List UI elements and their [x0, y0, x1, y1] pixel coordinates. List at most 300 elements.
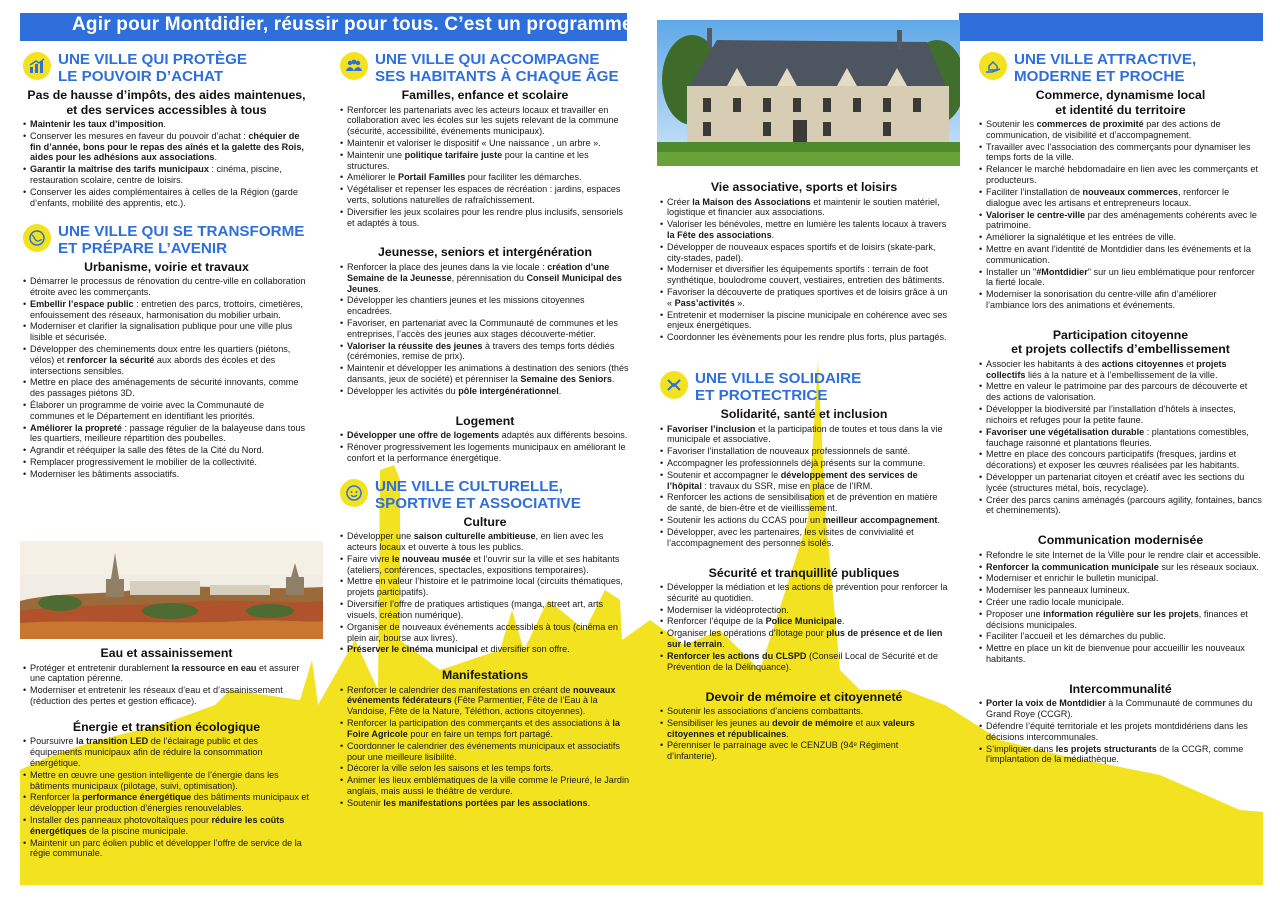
item-text: Proposer une — [986, 608, 1044, 619]
subsection-title: Culture — [463, 514, 507, 529]
list-item — [340, 138, 630, 149]
item-text: Renforcer les partenariats avec les acteurs locaux et travailler en collaboration avec les écoles sur les sujets relevant de la commune (sécurité, accessibilité, événements municipaux). — [347, 104, 619, 137]
bold-text: information régulière sur les projets — [1043, 608, 1199, 619]
item-text: pour la cantine et les structures. — [347, 149, 589, 171]
list-item — [979, 210, 1262, 232]
list-item — [660, 706, 948, 717]
list-item — [23, 299, 310, 321]
bold-text: chéquier de fin d’année, bons pour le repas des aînés et la galette des Rois, aides pour les adhésions aux associations — [30, 130, 304, 163]
list-item — [979, 232, 1262, 243]
item-text: Valoriser les bénévoles, mettre en lumière les talents locaux à travers — [667, 219, 947, 230]
item-text: Renforcer le calendrier des manifestations en créant de — [347, 684, 573, 695]
column-3 — [660, 177, 948, 763]
list-item — [23, 685, 310, 707]
bold-text: nouveaux commerces — [1082, 186, 1179, 197]
village-landscape-photo — [20, 541, 323, 639]
item-text: Améliorer le — [347, 172, 399, 183]
bold-text: commerces de proximité — [1036, 119, 1144, 130]
list-item — [979, 404, 1262, 426]
bold-text: les projets structurants — [1055, 743, 1157, 754]
bold-text: la Fête des associations — [667, 229, 772, 240]
item-text: Améliorer la signalétique et les entrées de ville. — [986, 232, 1177, 243]
list-item — [340, 184, 630, 206]
item-text: Végétaliser et repenser les espaces de récréation : jardins, espaces verts, solutions naturelles de rafraîchissement. — [347, 184, 621, 206]
list-item — [340, 430, 630, 441]
item-text: et — [1183, 358, 1197, 369]
item-text: pour faciliter les démarches. — [465, 172, 582, 183]
bold-text: Préserver le cinéma municipal — [347, 644, 478, 655]
list-item — [23, 457, 310, 468]
bullet-list — [979, 119, 1262, 311]
bold-text: Police Municipale — [765, 616, 842, 627]
bullet-list — [340, 531, 630, 655]
list-item — [979, 427, 1262, 449]
item-text: . — [937, 515, 940, 526]
bold-text: Pass’activités — [674, 297, 735, 308]
bold-text: projets collectifs — [986, 358, 1227, 380]
item-text: Faire vivre — [347, 553, 392, 564]
item-text: . — [587, 797, 591, 808]
list-item — [979, 289, 1262, 311]
list-item — [979, 562, 1262, 573]
globe-icon — [23, 224, 51, 252]
item-text: . — [214, 152, 217, 163]
subsection-title: Vie associative, sports et loisirs — [710, 180, 898, 194]
list-item — [979, 187, 1262, 209]
item-text: par des aménagements cohérents avec le patrimoine. — [986, 209, 1257, 231]
item-text: Développer la médiation et les actions de prévention pour renforcer la sécurité au quotidien. — [667, 582, 948, 603]
item-text: Faciliter l’accueil et les démarches du public. — [986, 631, 1166, 642]
list-item — [23, 400, 310, 422]
list-item — [979, 585, 1262, 596]
bold-text: Porter la voix de Montdidier — [986, 698, 1106, 709]
item-text: Moderniser les bâtiments associatifs. — [30, 468, 180, 479]
item-text: Renforcer la — [30, 792, 83, 803]
list-item — [340, 775, 630, 797]
item-text: Créer des parcs canins aménagés (parcours agility, fontaines, bancs et cheminements). — [986, 494, 1262, 516]
item-text: des bâtiments municipaux et développer leur production d’énergies renouvelables. — [30, 792, 309, 814]
item-text: , pérennisation du — [451, 272, 527, 283]
list-item — [23, 187, 310, 209]
item-text: Poursuivre — [30, 736, 76, 747]
bold-text: actions citoyennes — [1101, 358, 1184, 369]
bold-text: Améliorer la propreté — [30, 422, 122, 433]
list-item — [979, 721, 1262, 743]
item-text: Décorer la ville selon les saisons et les temps forts. — [347, 763, 554, 774]
bullet-list — [23, 276, 310, 480]
list-item — [23, 838, 310, 860]
item-text: et aux — [853, 717, 883, 728]
item-text: sur les réseaux sociaux. — [1158, 561, 1259, 572]
list-item — [660, 582, 948, 604]
item-text: et l’ouvrir sur la ville et ses habitants (ateliers, conférences, spectacles, expositions temporaires). — [347, 553, 620, 575]
item-text: Travailler avec l’association des commerçants pour dynamiser les temps forts de la ville. — [986, 141, 1251, 163]
item-text: Favoriser, en partenariat avec la Communauté de communes et les entreprises, l’accès des jeunes aux stages découverte-métier. — [347, 318, 618, 339]
item-text: Mettre en place des aménagements de sécurité innovants, comme des passages piétons 3D. — [30, 377, 299, 399]
list-item — [979, 631, 1262, 642]
item-text: de la CCGR, comme l’implantation de la médiathèque. — [986, 743, 1244, 765]
bold-text: renforcer la sécurité — [66, 354, 155, 365]
item-text: Développer de nouveaux espaces sportifs et de loisirs (skate-park, city-stades, padel). — [667, 241, 936, 263]
subsection-title: Familles, enfance et scolaire — [401, 88, 569, 103]
item-text: S’impliquer dans — [986, 743, 1056, 754]
bullet-list — [660, 706, 948, 762]
people-icon — [340, 52, 368, 80]
item-text: et la participation de toutes et tous dans la vie municipale et associative. — [667, 423, 943, 445]
bold-text: plus de présence et de lien sur le terrain — [667, 628, 943, 650]
list-item — [340, 763, 630, 774]
bold-text: Développer une offre de logements — [347, 430, 500, 441]
item-text: Développer les activités du — [347, 385, 459, 396]
list-item — [23, 321, 310, 343]
item-text: et diversifier son offre. — [477, 644, 570, 655]
item-text: . — [771, 229, 775, 240]
item-text: Mettre en avant l’identité de Montdidier dans les événements et la communication. — [986, 243, 1251, 265]
theater-icon — [340, 479, 368, 507]
subsection-title: Urbanisme, voirie et travaux — [84, 259, 249, 274]
bullet-list — [23, 119, 310, 209]
bullet-list — [340, 685, 630, 809]
bold-text: développement des services de l’hôpital — [667, 469, 918, 491]
list-item — [979, 244, 1262, 266]
section-title: UNE VILLE QUI ACCOMPAGNE SES HABITANTS À CHAQUE ÂGE — [375, 51, 619, 86]
list-item — [660, 197, 948, 219]
bullet-list — [660, 197, 948, 344]
list-item — [340, 644, 630, 655]
item-text: Mettre en place un kit de bienvenue pour accueillir les nouveaux habitants. — [986, 643, 1245, 665]
list-item — [979, 267, 1262, 289]
list-item — [23, 131, 310, 163]
list-item — [979, 359, 1262, 381]
list-item — [340, 741, 630, 763]
item-text: Moderniser et clarifier la signalisation publique pour une ville plus lisible et sécurisée. — [30, 321, 293, 343]
item-text: . — [558, 385, 562, 396]
bold-text: Maintenir les taux d’imposition — [30, 119, 164, 130]
list-item — [340, 576, 630, 598]
list-item — [979, 698, 1262, 720]
item-text: " sur un lieu emblématique pour renforcer la fierté locale. — [986, 266, 1255, 288]
item-text: Accompagner les professionnels déjà présents sur la commune. — [667, 458, 926, 469]
list-item — [660, 446, 948, 457]
item-text: Maintenir et développer les animations à destination des seniors (thés dansants, jeux de société) et pérenniser la — [347, 363, 629, 385]
item-text: Défendre l’équité territoriale et les projets montdidériens dans les décisions intercommunales. — [986, 720, 1248, 742]
item-text: Soutenir et accompagner le — [667, 469, 781, 480]
bold-text: meilleur accompagnement — [822, 515, 938, 526]
item-text: Pérenniser le parrainage avec le CENZUB (94ᵉ Régiment d’infanterie). — [667, 740, 899, 762]
item-text: Rénover progressivement les logements municipaux en améliorant le confort et la performance énergétique. — [347, 442, 626, 463]
list-item — [23, 792, 310, 814]
bold-text: création d’une Semaine de la Jeunesse — [347, 261, 610, 283]
item-text: Moderniser la sonorisation du centre-ville afin d’améliorer l’ambiance lors des animations et événements. — [986, 289, 1217, 311]
item-text: Protéger et entretenir durablement — [30, 662, 172, 673]
item-text: . — [841, 616, 845, 627]
list-item — [660, 718, 948, 740]
item-text: Diversifier l’offre de pratiques artistiques (manga, street art, arts visuels, création numérique). — [347, 599, 604, 620]
column-4 — [979, 51, 1262, 766]
list-item — [340, 295, 630, 317]
item-text: (Conseil Local de Sécurité et de Prévention de la Délinquance). — [667, 650, 938, 672]
item-text: Élaborer un programme de voirie avec la Communauté de communes et le Département en identifiant les priorités. — [30, 400, 265, 421]
section-title: UNE VILLE ATTRACTIVE, MODERNE ET PROCHE — [1014, 51, 1197, 86]
list-item — [660, 287, 948, 309]
bold-text: Renforcer la communication municipale — [986, 561, 1159, 572]
item-text: Moderniser et entretenir les réseaux d’eau et d’assainissement (réduction des pertes et gestion efficace). — [30, 685, 283, 706]
list-item — [660, 616, 948, 627]
item-text: Créer une radio locale municipale. — [986, 596, 1124, 607]
list-item — [23, 423, 310, 445]
bold-text: pôle intergénérationnel — [458, 385, 559, 396]
column-1 — [23, 51, 310, 481]
item-text: , finances et décisions municipales. — [986, 608, 1248, 630]
list-item — [23, 445, 310, 456]
item-text: Remplacer progressivement le mobilier de la collectivité. — [30, 457, 257, 468]
section-header — [340, 51, 630, 85]
bold-text: la transition LED — [76, 736, 149, 747]
item-text: Mettre en valeur l’histoire et le patrimoine local (circuits thématiques, projets participatifs). — [347, 576, 623, 598]
bold-text: Portail Familles — [398, 172, 466, 183]
list-item — [340, 554, 630, 576]
item-text: adaptés aux différents besoins. — [499, 430, 628, 441]
bold-text: la ressource en eau — [171, 662, 257, 673]
list-item — [660, 515, 948, 526]
item-text: et assurer une captation pérenne. — [30, 662, 300, 684]
bold-text: Favoriser l’inclusion — [667, 423, 756, 434]
list-item — [23, 770, 310, 792]
item-text: Associer les habitants à des — [986, 358, 1102, 369]
list-item — [340, 798, 630, 809]
subsection-title: Devoir de mémoire et citoyenneté — [705, 689, 903, 704]
item-text: Entretenir et moderniser la piscine municipale en cohérence avec ses enjeux énergétiques. — [667, 309, 948, 331]
section-title: UNE VILLE SOLIDAIRE ET PROTECTRICE — [695, 370, 862, 405]
item-text: Animer les lieux emblématiques de la ville comme le Prieuré, le Jardin anglais, mais aussi le théâtre de verdure. — [347, 775, 630, 796]
page-headline: Agir pour Montdidier, réussir pour tous. C’est un programme : — [72, 14, 645, 35]
subsection-title: Sécurité et tranquillité publiques — [708, 565, 900, 580]
bold-text: nouveaux événements fédérateurs — [347, 684, 616, 706]
item-text: : plantations comestibles, fauchage raisonné et plantations fleuries. — [986, 426, 1249, 448]
castle-photo — [657, 20, 960, 166]
bold-text: devoir de mémoire — [772, 717, 854, 728]
list-item — [23, 815, 310, 837]
item-text: Favoriser l’installation de nouveaux professionnels de santé. — [667, 446, 911, 457]
item-text: Développer la biodiversité par l’installation d’hôtels à insectes, nichoirs et refuges pour la petite faune. — [986, 404, 1236, 425]
item-text: Développer les chantiers jeunes et les missions citoyennes encadrées. — [347, 295, 585, 317]
list-item — [23, 119, 310, 130]
list-item — [340, 150, 630, 172]
item-text: Refondre le site Internet de la Ville pour le rendre clair et accessible. — [986, 549, 1261, 560]
item-text: . — [163, 119, 166, 130]
wallet-chart-icon — [23, 52, 51, 80]
item-text: . — [378, 283, 381, 294]
item-text: Mettre en valeur le patrimoine par des parcours de découverte et des actions de valorisation. — [986, 381, 1248, 403]
item-text: Renforcer la place des jeunes dans la vie locale : — [347, 261, 548, 272]
section-header — [23, 223, 310, 257]
list-item — [979, 550, 1262, 561]
bullet-list — [979, 698, 1262, 765]
item-text: de la piscine municipale. — [86, 825, 189, 836]
subsection-title: Manifestations — [441, 668, 529, 683]
bullet-list — [979, 359, 1262, 516]
subsection-title: Jeunesse, seniors et intergénération — [378, 245, 592, 260]
section-title: UNE VILLE QUI SE TRANSFORME ET PRÉPARE L’AVENIR — [58, 222, 305, 257]
item-text: Faciliter l’installation de — [986, 186, 1083, 197]
list-item — [340, 531, 630, 553]
item-text: Agrandir et rééquiper la salle des fêtes de la Cité du Nord. — [30, 445, 265, 456]
item-text: Mettre en place des concours participatifs (fresques, jardins et décorations) et exposer les œuvres réalisées par les habitants. — [986, 449, 1240, 471]
item-text: Organiser les opérations d’îlotage pour — [667, 628, 827, 639]
section-header — [23, 51, 310, 85]
item-text: Démarrer le processus de rénovation du centre-ville en collaboration étroite avec les commerçants. — [30, 276, 306, 297]
item-text: Conserver les mesures en faveur du pouvoir d’achat : — [30, 130, 249, 141]
list-item — [660, 242, 948, 264]
item-text: Installer des panneaux photovoltaïques pour — [30, 814, 212, 825]
list-item — [660, 424, 948, 446]
item-text: Maintenir un parc éolien public et développer l’offre de service de la régie communale. — [30, 837, 302, 859]
list-item — [340, 363, 630, 385]
column-1-lower — [23, 643, 310, 860]
list-item — [340, 105, 630, 137]
item-text: Soutenir — [347, 797, 384, 808]
bold-text: Garantir la maîtrise des tarifs municipaux — [30, 164, 209, 175]
item-text: aux abords des écoles et des intersections sensibles. — [30, 354, 276, 376]
item-text: Soutenir les — [986, 119, 1037, 130]
item-text: . — [611, 374, 615, 385]
list-item — [660, 310, 948, 332]
item-text: Conserver les aides complémentaires à celles de la Région (garde d’enfants, mobilité des apprentis, etc.). — [30, 186, 298, 208]
list-item — [979, 573, 1262, 584]
hand-house-icon — [979, 52, 1007, 80]
list-item — [979, 449, 1262, 471]
item-text: Relancer le marché hebdomadaire en lien avec les commerçants et producteurs. — [986, 164, 1258, 186]
list-item — [23, 276, 310, 298]
list-item — [23, 736, 310, 768]
item-text: : cinéma, piscine, restauration scolaire, centre de loisirs. — [30, 164, 282, 186]
item-text: Créer — [667, 196, 693, 207]
list-item — [979, 597, 1262, 608]
list-item — [660, 651, 948, 673]
subsection-title: Eau et assainissement — [100, 646, 233, 660]
list-item — [340, 172, 630, 183]
bullet-list — [979, 550, 1262, 665]
list-item — [979, 472, 1262, 494]
item-text: Développer une — [347, 531, 414, 542]
item-text: Moderniser la vidéoprotection. — [667, 604, 789, 615]
list-item — [979, 381, 1262, 403]
section-header — [660, 370, 948, 404]
list-item — [340, 622, 630, 644]
bold-text: Renforcer les actions du CLSPD — [667, 650, 807, 661]
item-text: Sensibiliser les jeunes au — [667, 717, 773, 728]
bold-text: les manifestations portées par les associations — [383, 797, 588, 808]
item-text: : passage régulier de la balayeuse dans tous les quartiers, meilleure répartition des poubelles. — [30, 422, 305, 444]
list-item — [979, 164, 1262, 186]
item-text: Renforcer la participation des commerçants et des associations à — [347, 718, 613, 729]
bold-text: Embellir l’espace public — [30, 298, 134, 309]
list-item — [979, 609, 1262, 631]
list-item — [660, 605, 948, 616]
subsection-title: Solidarité, santé et inclusion — [720, 407, 888, 422]
item-text: , en lien avec les acteurs locaux et ouverte à tous les publics. — [347, 531, 604, 552]
item-text: Soutenir les actions du CCAS pour un — [667, 515, 823, 526]
bullet-list — [660, 424, 948, 549]
item-text: . — [722, 639, 725, 650]
item-text: : travaux du SSR, mise en place de l’IRM. — [701, 480, 873, 491]
list-item — [660, 458, 948, 469]
bold-text: la Foire Agricole — [347, 718, 620, 739]
list-item — [979, 744, 1262, 766]
bold-text: le nouveau musée — [391, 553, 471, 564]
list-item — [979, 119, 1262, 141]
item-text: . — [786, 728, 789, 739]
bullet-list — [660, 582, 948, 673]
subsection-title: Pas de hausse d’impôts, des aides maintenues, et des services accessibles à tous — [27, 88, 306, 117]
item-text: Développer, avec les partenaires, les visites de convivialité et l’accompagnement des personnes isolés. — [667, 526, 914, 548]
bold-text: saison culturelle ambitieuse — [413, 531, 536, 542]
bold-text: Valoriser le centre-ville — [986, 209, 1086, 220]
item-text: Diversifier les jeux scolaires pour les rendre plus inclusifs, sensoriels et adaptés à tous. — [347, 206, 623, 228]
list-item — [660, 332, 948, 343]
list-item — [340, 685, 630, 717]
bold-text: réduire les coûts énergétiques — [30, 814, 285, 836]
list-item — [660, 492, 948, 514]
item-text: ». — [734, 297, 745, 308]
list-item — [660, 740, 948, 762]
item-text: Coordonner les évènements pour les rendre plus forts, plus partagés. — [667, 332, 947, 343]
list-item — [660, 527, 948, 549]
bullet-list — [23, 736, 310, 859]
item-text: Maintenir une — [347, 149, 405, 160]
bullet-list — [23, 663, 310, 707]
list-item — [340, 262, 630, 294]
bold-text: politique tarifaire juste — [404, 149, 503, 160]
item-text: Développer des cheminements doux entre les quartiers (piétons, vélos) et — [30, 343, 291, 365]
subsection-title: Participation citoyenne et projets collectifs d’embellissement — [1011, 327, 1230, 357]
hands-icon — [660, 371, 688, 399]
list-item — [340, 442, 630, 464]
subsection-title: Intercommunalité — [1069, 681, 1172, 696]
item-text: Coordonner le calendrier des événements municipaux et associatifs pour une meilleure lisibilité. — [347, 740, 620, 762]
bold-text: Semaine des Seniors — [520, 374, 612, 385]
list-item — [23, 164, 310, 186]
subsection-title: Communication modernisée — [1037, 533, 1204, 548]
list-item — [660, 628, 948, 650]
bullet-list — [340, 430, 630, 463]
list-item — [23, 344, 310, 376]
item-text: Organiser de nouveaux événements accessibles à tous (cinéma en plein air, bourse aux livres). — [347, 621, 618, 643]
item-text: liés à la nature et à l’embellissement de la ville. — [1025, 369, 1218, 380]
item-text: : entretien des parcs, trottoirs, cimetières, enfouissement des réseaux, harmonisation du mobilier urbain. — [30, 298, 303, 320]
bullet-list — [340, 105, 630, 229]
list-item — [340, 718, 630, 740]
list-item — [979, 643, 1262, 665]
list-item — [660, 470, 948, 492]
section-title: UNE VILLE QUI PROTÈGE LE POUVOIR D’ACHAT — [58, 51, 248, 86]
item-text: Maintenir et valoriser le dispositif « Une naissance , un arbre ». — [347, 137, 601, 148]
bold-text: la Maison des Associations — [692, 196, 811, 207]
list-item — [340, 341, 630, 363]
bold-text: Favoriser une végétalisation durable — [986, 426, 1145, 437]
item-text: (Fête Parmentier, Fête de l’Eau à la Vandoise, Fête de la Nature, Téléthon, actions citoyennes). — [347, 695, 598, 717]
item-text: de l’éclairage public et des équipements municipaux afin de réduire la consommation énergétique. — [30, 736, 263, 768]
item-text: et maintenir le soutien matériel, logistique et financier aux associations. — [667, 196, 940, 218]
list-item — [23, 469, 310, 480]
subsection-title: Énergie et transition écologique — [72, 719, 261, 734]
subsection-title: Commerce, dynamisme local et identité du territoire — [1035, 88, 1206, 117]
list-item — [979, 495, 1262, 517]
list-item — [340, 207, 630, 229]
list-item — [23, 377, 310, 399]
section-header — [979, 51, 1262, 85]
item-text: Moderniser et enrichir le bulletin municipal. — [986, 573, 1159, 584]
